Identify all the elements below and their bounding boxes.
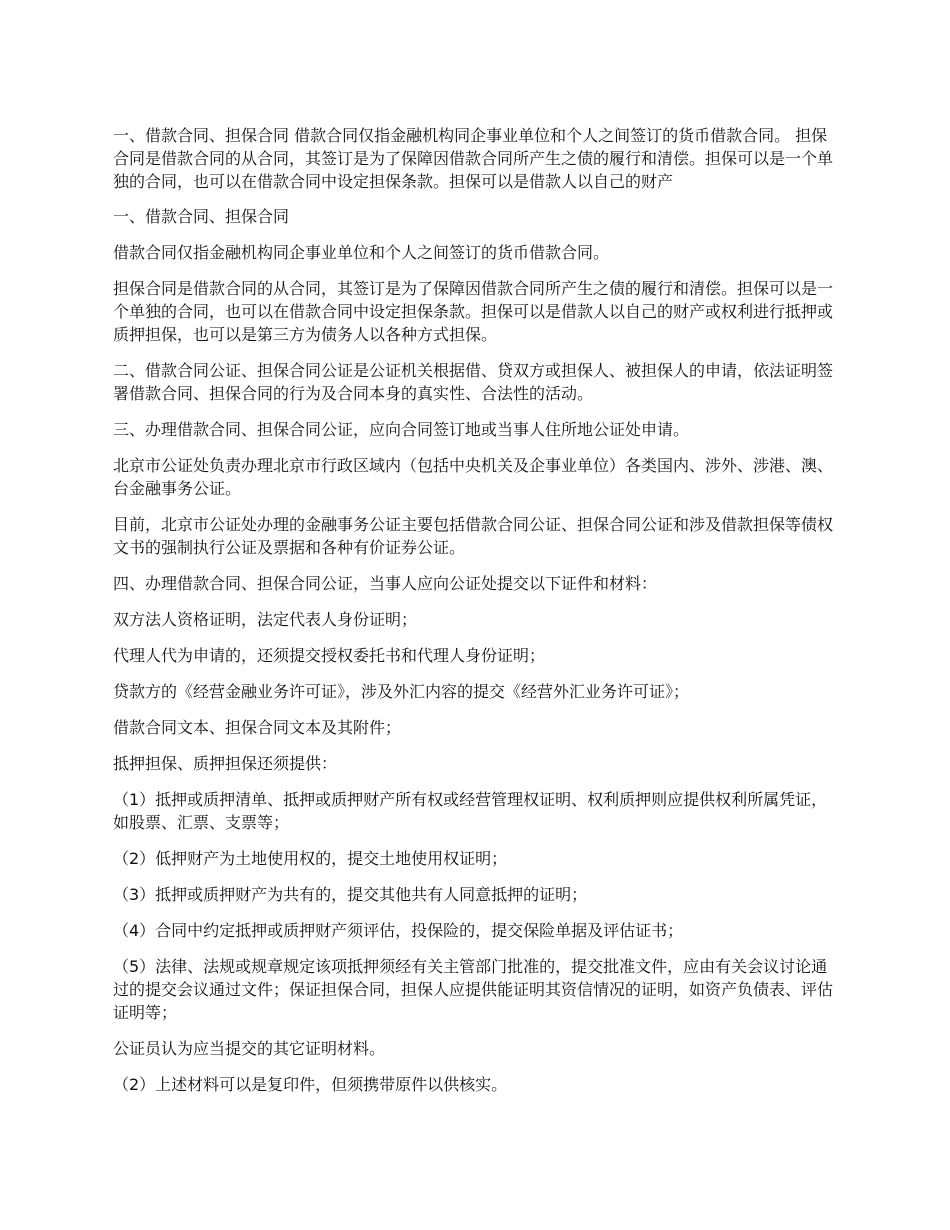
numbered-item-5: （5）法律、法规或规章规定该项抵押须经有关主管部门批准的，提交批准文件，应由有关会议讨论通过的提交会议通过文件；保证担保合同，担保人应提供能证明其资信情况的证明，如资产负债表、评估证明等； xyxy=(113,957,834,1022)
list-item: 代理人代为申请的，还须提交授权委托书和代理人身份证明； xyxy=(113,646,546,665)
list-item: 抵押担保、质押担保还须提供： xyxy=(113,754,338,773)
numbered-item-1: （1）抵押或质押清单、抵押或质押财产所有权或经营管理权证明、权利质押则应提供权利所属凭证，如股票、汇票、支票等； xyxy=(113,790,828,832)
paragraph: 担保合同是借款合同的从合同，其签订是为了保障因借款合同所产生之债的履行和清偿。担保可以是一个单独的合同，也可以在借款合同中设定担保条款。担保可以是借款人以自己的财产或权利进行抵押或质押担保，也可以是第三方为债务人以各种方式担保。 xyxy=(113,279,834,344)
paragraph: 目前，北京市公证处办理的金融事务公证主要包括借款合同公证、担保合同公证和涉及借款担保等债权文书的强制执行公证及票据和各种有价证券公证。 xyxy=(113,515,834,557)
list-item: 贷款方的《经营金融业务许可证》，涉及外汇内容的提交《经营外汇业务许可证》； xyxy=(113,682,690,701)
section-3-paragraph: 三、办理借款合同、担保合同公证，应向合同签订地或当事人住所地公证处申请。 xyxy=(113,420,690,439)
list-item: 双方法人资格证明，法定代表人身份证明； xyxy=(113,610,418,629)
numbered-item-2b: （2）上述材料可以是复印件，但须携带原件以供核实。 xyxy=(113,1075,508,1094)
intro-paragraph: 一、借款合同、担保合同 借款合同仅指金融机构同企事业单位和个人之间签订的货币借款合同。 担保合同是借款合同的从合同，其签订是为了保障因借款合同所产生之债的履行和清偿。担保可以是一个单独的合同，也可以在借款合同中设定担保条款。担保可以是借款人以自己的财产 xyxy=(113,126,834,191)
list-item: 借款合同文本、担保合同文本及其附件； xyxy=(113,718,402,737)
section-heading-1: 一、借款合同、担保合同 xyxy=(113,207,290,226)
document-body xyxy=(113,124,841,1109)
list-item: 公证员认为应当提交的其它证明材料。 xyxy=(113,1039,386,1058)
numbered-item-4: （4）合同中约定抵押或质押财产须评估，投保险的，提交保险单据及评估证书； xyxy=(113,921,684,940)
numbered-item-3: （3）抵押或质押财产为共有的，提交其他共有人同意抵押的证明； xyxy=(113,885,588,904)
numbered-item-2: （2）低押财产为土地使用权的，提交土地使用权证明； xyxy=(113,849,508,868)
paragraph: 借款合同仅指金融机构同企事业单位和个人之间签订的货币借款合同。 xyxy=(113,243,610,262)
section-4-paragraph: 四、办理借款合同、担保合同公证，当事人应向公证处提交以下证件和材料： xyxy=(113,574,658,593)
paragraph: 北京市公证处负责办理北京市行政区域内（包括中央机关及企事业单位）各类国内、涉外、涉港、澳、台金融事务公证。 xyxy=(113,456,834,498)
section-2-paragraph: 二、借款合同公证、担保合同公证是公证机关根据借、贷双方或担保人、被担保人的申请，依法证明签署借款合同、担保合同的行为及合同本身的真实性、合法性的活动。 xyxy=(113,361,834,403)
